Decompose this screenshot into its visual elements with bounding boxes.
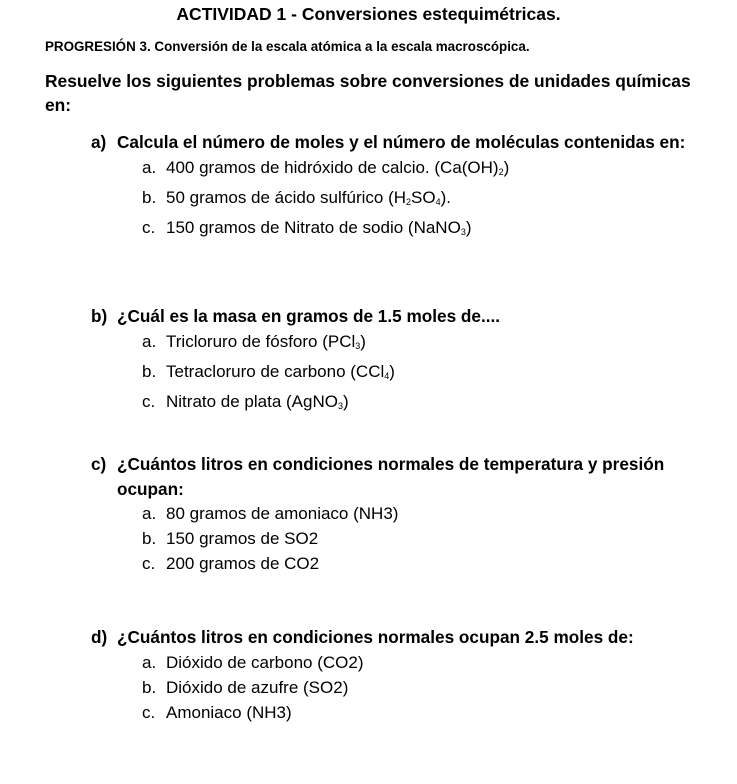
item-list (91, 329, 691, 419)
item-marker: a. (142, 157, 157, 177)
list-item: c. 200 gramos de CO2 (91, 551, 691, 576)
item-marker: b. (142, 187, 157, 207)
question-text: ¿Cuántos litros en condiciones normales ocupan 2.5 moles de: (117, 627, 634, 647)
list-item: a. 400 gramos de hidróxido de calcio. $(Ca(OH)_2)$ (91, 155, 691, 185)
list-item: b. Tetracloruro de carbono (CCl$_4$) (91, 359, 691, 389)
progresion-label: PROGRESIÓN 3. (45, 39, 151, 54)
item-marker: c. (142, 391, 156, 411)
item-marker: a. (142, 331, 157, 351)
question-heading (91, 452, 691, 501)
question-letter: a) (91, 132, 107, 152)
list-item: a. 80 gramos de amoniaco (NH3) (91, 501, 691, 526)
list-item: b. 150 gramos de SO2 (91, 526, 691, 551)
list-item: a. Tricloruro de fósforo (PCl$_3$) (91, 329, 691, 359)
question-heading (91, 130, 691, 155)
item-marker: a. (142, 652, 157, 672)
question-letter: c) (91, 454, 107, 474)
question-heading (91, 625, 691, 650)
list-item: b. Dióxido de azufre (SO2) (91, 675, 691, 700)
question-section-d (91, 625, 691, 725)
list-item: b. 50 gramos de ácido sulfúrico $(H_2SO_4)$. (91, 185, 691, 215)
question-section-a (91, 130, 691, 245)
question-heading (91, 304, 691, 329)
item-list (91, 155, 691, 245)
item-marker: b. (142, 677, 157, 697)
question-letter: b) (91, 306, 108, 326)
list-item: c. Amoniaco (NH3) (91, 700, 691, 725)
question-text: ¿Cuántos litros en condiciones normales de temperatura y presión ocupan: (117, 454, 665, 499)
item-marker: b. (142, 529, 157, 548)
item-marker: b. (142, 361, 157, 381)
question-text: Calcula el número de moles y el número de moléculas contenidas en: (117, 132, 686, 152)
list-item: c. Nitrato de plata (AgNO$_3$) (91, 389, 691, 419)
item-list (91, 650, 691, 725)
question-section-c (91, 452, 691, 576)
progresion-line (45, 38, 530, 56)
document-title: ACTIVIDAD 1 - Conversiones estequimétricas. (176, 4, 561, 24)
question-text: ¿Cuál es la masa en gramos de 1.5 moles de.... (117, 306, 501, 326)
progresion-text: Conversión de la escala atómica a la escala macroscópica. (154, 39, 530, 54)
item-marker: a. (142, 504, 157, 523)
question-section-b (91, 304, 691, 419)
list-item: a. Dióxido de carbono (CO2) (91, 650, 691, 675)
question-letter: d) (91, 627, 108, 647)
list-item: c. 150 gramos de Nitrato de sodio (NaNO$_3$) (91, 215, 691, 245)
item-marker: c. (142, 217, 156, 237)
item-marker: c. (142, 554, 156, 573)
item-list (91, 501, 691, 576)
intro-text: Resuelve los siguientes problemas sobre conversiones de unidades químicas en: (45, 71, 691, 115)
item-marker: c. (142, 702, 156, 722)
